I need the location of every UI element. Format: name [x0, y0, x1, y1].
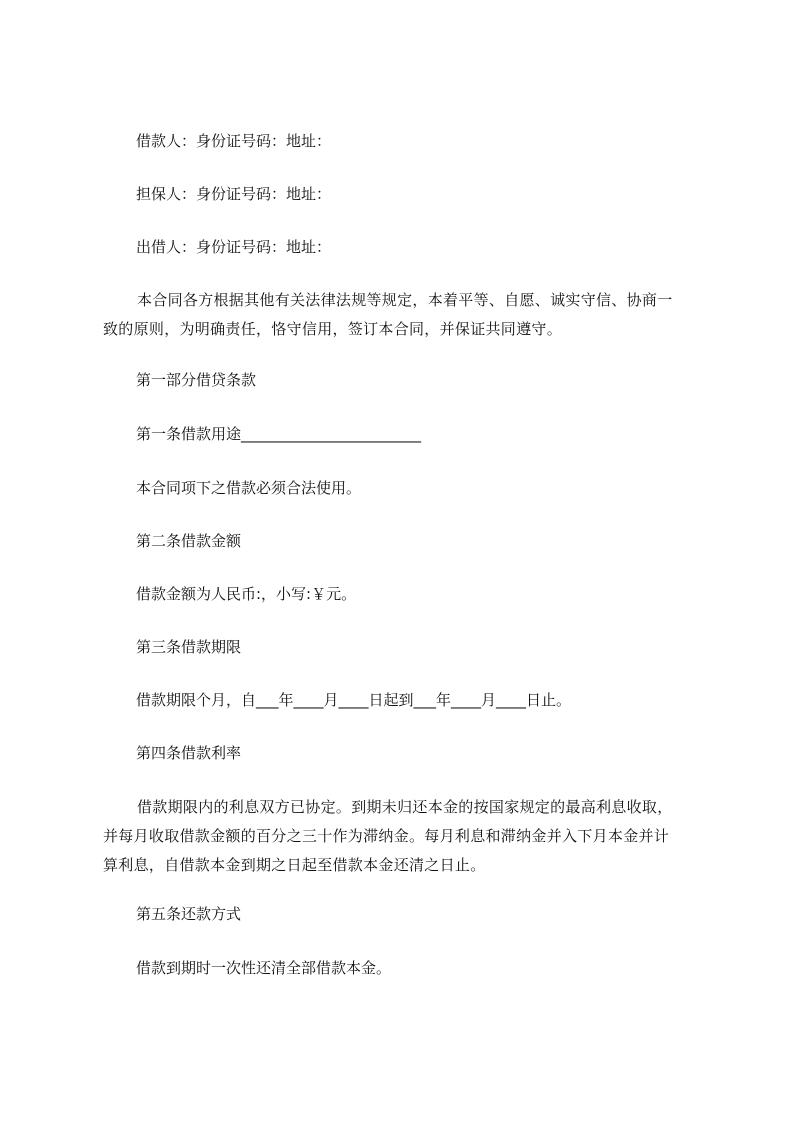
article2-heading: 第二条借款金额 — [136, 532, 242, 550]
article4-line-1: 借款期限内的利息双方已协定。到期未归还本金的按国家规定的最高利息收取， — [137, 798, 673, 816]
article4-heading: 第四条借款利率 — [136, 744, 242, 762]
lender-line: 出借人：身份证号码：地址： — [136, 238, 332, 256]
article3-body: 借款期限个月，自___年____月____日起到___年____月____日止。 — [136, 691, 572, 709]
guarantor-line: 担保人：身份证号码：地址： — [136, 185, 332, 203]
part1-heading: 第一部分借贷条款 — [136, 371, 257, 389]
article4-line-3: 算利息，自借款本金到期之日起至借款本金还清之日止。 — [103, 856, 486, 874]
article4-body — [103, 793, 703, 880]
intro-paragraph — [103, 286, 703, 344]
article1-body: 本合同项下之借款必须合法使用。 — [136, 479, 362, 497]
article1-heading: 第一条借款用途________________________ — [136, 425, 422, 443]
borrower-line: 借款人：身份证号码：地址： — [136, 132, 332, 150]
intro-line-2: 致的原则，为明确责任，恪守信用，签订本合同，并保证共同遵守。 — [103, 320, 563, 338]
article5-body: 借款到期时一次性还清全部借款本金。 — [136, 959, 392, 977]
article5-heading: 第五条还款方式 — [136, 905, 242, 923]
article4-line-2: 并每月收取借款金额的百分之三十作为滞纳金。每月利息和滞纳金并入下月本金并计 — [103, 827, 670, 845]
article2-body: 借款金额为人民币:，小写:￥元。 — [136, 585, 357, 603]
article3-heading: 第三条借款期限 — [136, 638, 242, 656]
intro-line-1: 本合同各方根据其他有关法律法规等规定，本着平等、自愿、诚实守信、协商一 — [137, 291, 673, 309]
